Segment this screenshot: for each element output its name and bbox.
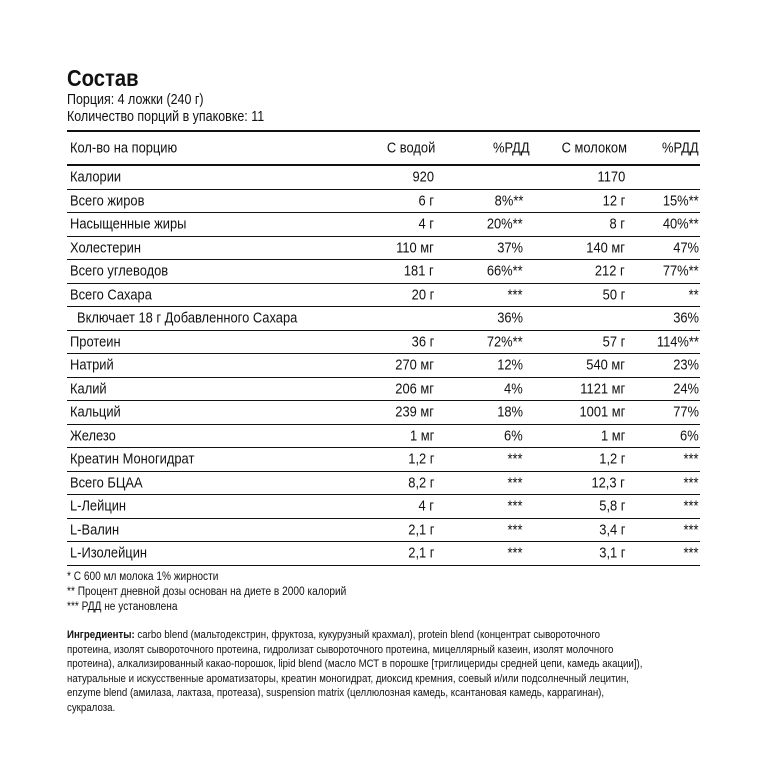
- with-milk-amount: 12 г: [602, 192, 625, 210]
- nutrient-name: Кальций: [70, 403, 121, 421]
- nutrient-name: Насыщенные жиры: [70, 215, 187, 233]
- ingredients-line: натуральные и искусственные ароматизаторы, креатин моногидрат, диоксид кремния, соевый и/или подсолнечный лецитин,: [67, 672, 629, 685]
- table-row: [67, 307, 700, 330]
- with-milk-dv: 36%: [673, 309, 699, 327]
- ingredients-line: протеина), алкализированный какао-порошок, lipid blend (масло МСТ в порошке [триглицериды средней цепи, камедь акации]),: [67, 658, 643, 671]
- ingredients-text: [67, 628, 757, 716]
- nutrient-name: Включает 18 г Добавленного Сахара: [77, 309, 298, 327]
- with-milk-amount: 57 г: [602, 333, 625, 351]
- table-row: [67, 354, 700, 377]
- nutrition-facts-panel: [67, 64, 700, 566]
- table-row: [67, 190, 700, 213]
- with-milk-amount: 540 мг: [586, 356, 625, 374]
- with-water-dv: 72%**: [487, 333, 523, 351]
- table-row: [67, 166, 700, 189]
- with-water-dv: ***: [507, 521, 523, 539]
- with-water-amount: 36 г: [411, 333, 434, 351]
- with-milk-dv: ***: [683, 521, 699, 539]
- nutrient-name: Железо: [70, 427, 116, 445]
- nutrient-name: Всего углеводов: [70, 262, 169, 280]
- with-milk-amount: 1,2 г: [598, 450, 625, 468]
- table-row: [67, 472, 700, 495]
- with-milk-amount: 1001 мг: [579, 403, 625, 421]
- ingredients-line: enzyme blend (амилаза, лактаза, протеаза), suspension matrix (целлюлозная камедь, ксантановая камедь, каррагинан),: [67, 687, 605, 700]
- with-water-dv: ***: [507, 286, 523, 304]
- with-milk-amount: 140 мг: [586, 239, 625, 257]
- table-row: [67, 425, 700, 448]
- column-header-dv-milk: %РДД: [662, 139, 699, 157]
- with-milk-dv: 23%: [673, 356, 699, 374]
- with-water-dv: ***: [507, 474, 523, 492]
- footnote: ** Процент дневной дозы основан на диете в 2000 калорий: [67, 586, 347, 598]
- row-divider: [67, 565, 700, 566]
- with-water-amount: 206 мг: [395, 380, 434, 398]
- with-milk-dv: **: [688, 286, 699, 304]
- with-water-dv: 36%: [497, 309, 523, 327]
- nutrient-name: Всего жиров: [70, 192, 145, 210]
- nutrient-name: Калий: [70, 380, 107, 398]
- with-milk-dv: 114%**: [656, 333, 699, 351]
- with-milk-amount: 5,8 г: [598, 497, 625, 515]
- table-row: [67, 401, 700, 424]
- table-row: [67, 542, 700, 565]
- ingredients-line: сукралоза.: [67, 701, 116, 714]
- with-milk-dv: ***: [683, 450, 699, 468]
- footnote: * С 600 мл молока 1% жирности: [67, 571, 219, 583]
- with-milk-dv: 15%**: [663, 192, 699, 210]
- nutrient-name: Протеин: [70, 333, 121, 351]
- ingredients-line-text: carbo blend (мальтодекстрин, фруктоза, кукурузный крахмал), protein blend (концентрат сывороточного: [134, 629, 601, 641]
- with-water-dv: ***: [507, 544, 523, 562]
- nutrient-name: L-Лейцин: [70, 497, 127, 515]
- ingredients-line: протеина, изолят сывороточного протеина, гидролизат сывороточного протеина, мицеллярный казеин, изолят молочного: [67, 643, 614, 656]
- nutrient-name: L-Валин: [70, 521, 120, 539]
- column-header-with-water: С водой: [386, 139, 435, 157]
- nutrient-name: L-Изолейцин: [70, 544, 148, 562]
- with-milk-dv: 77%**: [663, 262, 699, 280]
- with-water-dv: ***: [507, 450, 523, 468]
- with-milk-amount: 1 мг: [600, 427, 625, 445]
- with-water-amount: 110 мг: [396, 239, 434, 257]
- with-water-amount: 920: [412, 168, 434, 186]
- with-water-amount: 20 г: [411, 286, 434, 304]
- nutrient-name: Калории: [70, 168, 122, 186]
- with-milk-amount: 50 г: [602, 286, 625, 304]
- with-water-dv: 20%**: [487, 215, 523, 233]
- with-water-amount: 4 г: [418, 497, 434, 515]
- column-header-amount: Кол-во на порцию: [70, 139, 178, 157]
- table-row: [67, 448, 700, 471]
- with-water-amount: 1,2 г: [407, 450, 434, 468]
- ingredients-line: [67, 628, 674, 643]
- with-milk-amount: 12,3 г: [591, 474, 625, 492]
- with-water-dv: 37%: [497, 239, 523, 257]
- servings-per-container: Количество порций в упаковке: 11: [67, 109, 265, 125]
- nutrient-name: Натрий: [70, 356, 114, 374]
- with-water-amount: 239 мг: [395, 403, 434, 421]
- with-milk-dv: 47%: [673, 239, 699, 257]
- table-row: [67, 213, 700, 236]
- with-water-dv: 8%**: [494, 192, 523, 210]
- with-milk-amount: 1170: [597, 168, 625, 186]
- with-water-dv: 18%: [497, 403, 523, 421]
- table-row: [67, 260, 700, 283]
- with-water-dv: ***: [507, 497, 523, 515]
- nutrient-name: Всего БЦАА: [70, 474, 143, 492]
- with-water-amount: 1 мг: [409, 427, 434, 445]
- column-header-with-milk: С молоком: [561, 139, 627, 157]
- with-water-dv: 12%: [497, 356, 523, 374]
- with-water-dv: 4%: [504, 380, 523, 398]
- with-milk-amount: 3,1 г: [598, 544, 625, 562]
- with-milk-dv: 24%: [673, 380, 699, 398]
- with-water-amount: 4 г: [418, 215, 434, 233]
- page-title: Состав: [67, 65, 139, 91]
- with-water-amount: 181 г: [404, 262, 434, 280]
- with-water-amount: 2,1 г: [407, 544, 434, 562]
- table-row: [67, 378, 700, 401]
- nutrient-name: Креатин Моногидрат: [70, 450, 195, 468]
- table-row: [67, 284, 700, 307]
- with-water-amount: 8,2 г: [407, 474, 434, 492]
- footnote: *** РДД не установлена: [67, 601, 178, 613]
- table-row: [67, 331, 700, 354]
- with-milk-dv: 40%**: [663, 215, 699, 233]
- ingredients-label: Ингредиенты:: [67, 629, 135, 641]
- column-header-dv-water: %РДД: [493, 139, 530, 157]
- with-milk-dv: 6%: [680, 427, 699, 445]
- with-milk-dv: ***: [683, 544, 699, 562]
- nutrient-table: [67, 166, 700, 566]
- table-header: [67, 132, 700, 164]
- with-milk-amount: 3,4 г: [598, 521, 625, 539]
- table-row: [67, 495, 700, 518]
- with-water-dv: 6%: [504, 427, 523, 445]
- with-milk-amount: 1121 мг: [580, 380, 625, 398]
- with-water-amount: 270 мг: [395, 356, 434, 374]
- nutrient-name: Холестерин: [70, 239, 141, 257]
- with-milk-dv: ***: [683, 497, 699, 515]
- footnotes: [67, 570, 384, 615]
- nutrient-name: Всего Сахара: [70, 286, 152, 304]
- with-water-dv: 66%**: [487, 262, 523, 280]
- serving-size: Порция: 4 ложки (240 г): [67, 92, 204, 108]
- with-milk-dv: ***: [683, 474, 699, 492]
- with-water-amount: 6 г: [418, 192, 434, 210]
- table-row: [67, 237, 700, 260]
- with-milk-amount: 8 г: [609, 215, 625, 233]
- table-row: [67, 519, 700, 542]
- with-milk-dv: 77%: [673, 403, 699, 421]
- with-milk-amount: 212 г: [595, 262, 625, 280]
- with-water-amount: 2,1 г: [407, 521, 434, 539]
